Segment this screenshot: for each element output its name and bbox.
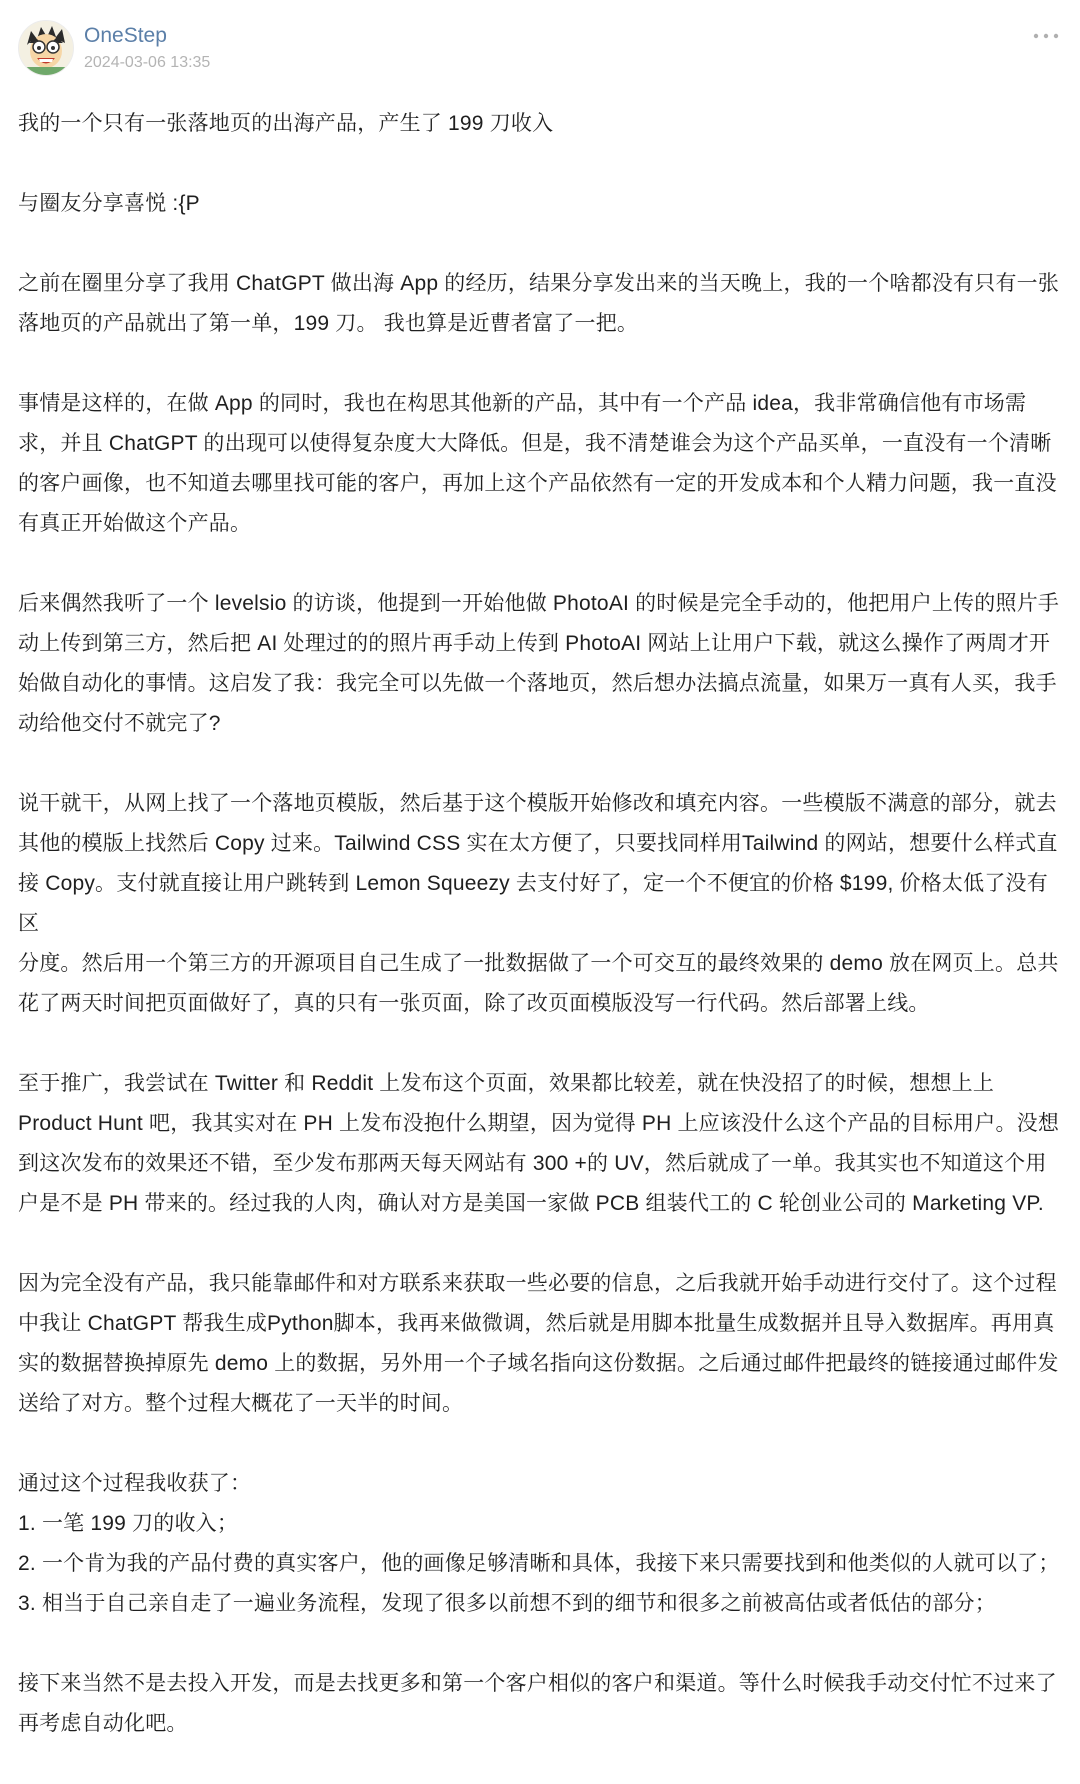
text-line: 再考虑自动化吧。 — [18, 1712, 188, 1735]
text-line: 户是不是 PH 带来的。经过我的人肉，确认对方是美国一家做 PCB 组装代工的 C 轮创业公司的 Marketing VP. — [18, 1192, 1044, 1215]
text-line: 因为完全没有产品，我只能靠邮件和对方联系来获取一些必要的信息，之后我就开始手动进行交付了。这个过程 — [18, 1272, 1057, 1295]
paragraph-promotion — [18, 1064, 1068, 1224]
paragraph-intro — [18, 264, 1068, 344]
post-header — [18, 18, 1062, 78]
text-line: 动上传到第三方，然后把 AI 处理过的的照片再手动上传到 PhotoAI 网站上让用户下载，就这么操作了两周才开 — [18, 632, 1051, 655]
paragraph-inspiration — [18, 584, 1068, 744]
list-item: 1. 一笔 199 刀的收入； — [18, 1512, 239, 1535]
text-line: 事情是这样的，在做 App 的同时，我也在构思其他新的产品，其中有一个产品 idea，我非常确信他有市场需 — [18, 392, 1027, 415]
text-line: 与圈友分享喜悦 :{P — [18, 192, 200, 215]
text-line: 实的数据替换掉原先 demo 上的数据，另外用一个子域名指向这份数据。之后通过邮件把最终的链接通过邮件发 — [18, 1352, 1059, 1375]
text-line: 说干就干，从网上找了一个落地页模版，然后基于这个模版开始修改和填充内容。一些模版不满意的部分，就去 — [18, 792, 1057, 815]
paragraph-background — [18, 384, 1068, 544]
text-line: Product Hunt 吧，我其实对在 PH 上发布没抱什么期望，因为觉得 PH 上应该没什么这个产品的目标用户。没想 — [18, 1112, 1060, 1135]
text-line: 始做自动化的事情。这启发了我：我完全可以先做一个落地页，然后想办法搞点流量，如果万一真有人买，我手 — [18, 672, 1057, 695]
text-line: 求，并且 ChatGPT 的出现可以使得复杂度大大降低。但是，我不清楚谁会为这个产品买单，一直没有一个清晰 — [18, 432, 1052, 455]
text-line: 的客户画像，也不知道去哪里找可能的客户，再加上这个产品依然有一定的开发成本和个人精力问题，我一直没 — [18, 472, 1057, 495]
text-line: 通过这个过程我收获了： — [18, 1472, 252, 1495]
text-line: 其他的模版上找然后 Copy 过来。Tailwind CSS 实在太方便了，只要找同样用Tailwind 的网站，想要什么样式直 — [18, 832, 1058, 855]
text-line: 我的一个只有一张落地页的出海产品，产生了 199 刀收入 — [18, 112, 554, 135]
text-line: 接下来当然不是去投入开发，而是去找更多和第一个客户相似的客户和渠道。等什么时候我手动交付忙不过来了 — [18, 1672, 1057, 1695]
text-line: 送给了对方。整个过程大概花了一天半的时间。 — [18, 1392, 464, 1415]
paragraph-build — [18, 784, 1068, 1024]
cartoon-avatar-icon[interactable] — [18, 20, 74, 76]
paragraph-next-steps — [18, 1664, 1068, 1744]
text-line: 花了两天时间把页面做好了，真的只有一张页面，除了改页面模版没写一行代码。然后部署上线。 — [18, 992, 930, 1015]
text-line: 接 Copy。支付就直接让用户跳转到 Lemon Squeezy 去支付好了，定一个不便宜的价格 $199, 价格太低了没有区 — [18, 872, 1048, 935]
more-dots-icon[interactable] — [1030, 26, 1062, 46]
text-line: 有真正开始做这个产品。 — [18, 512, 252, 535]
paragraph-title — [18, 104, 1068, 144]
post-content — [18, 104, 1068, 1784]
text-line: 中我让 ChatGPT 帮我生成Python脚本，我再来做微调，然后就是用脚本批量生成数据并且导入数据库。再用真 — [18, 1312, 1055, 1335]
list-item: 3. 相当于自己亲自走了一遍业务流程，发现了很多以前想不到的细节和很多之前被高估或者低估的部分； — [18, 1592, 996, 1615]
text-line: 到这次发布的效果还不错，至少发布那两天每天网站有 300 +的 UV，然后就成了一单。我其实也不知道这个用 — [18, 1152, 1047, 1175]
paragraph-delivery — [18, 1264, 1068, 1424]
list-item: 2. 一个肯为我的产品付费的真实客户，他的画像足够清晰和具体，我接下来只需要找到和他类似的人就可以了； — [18, 1552, 1060, 1575]
text-line: 之前在圈里分享了我用 ChatGPT 做出海 App 的经历，结果分享发出来的当天晚上，我的一个啥都没有只有一张 — [18, 272, 1060, 295]
paragraph-gains — [18, 1464, 1068, 1624]
text-line: 后来偶然我听了一个 levelsio 的访谈，他提到一开始他做 PhotoAI 的时候是完全手动的，他把用户上传的照片手 — [18, 592, 1060, 615]
paragraph-share — [18, 184, 1068, 224]
text-line: 分度。然后用一个第三方的开源项目自己生成了一批数据做了一个可交互的最终效果的 demo 放在网页上。总共 — [18, 952, 1059, 975]
text-line: 落地页的产品就出了第一单，199 刀。 我也算是近曹者富了一把。 — [18, 312, 639, 335]
post-timestamp: 2024-03-06 13:35 — [84, 54, 211, 71]
author-name[interactable]: OneStep — [84, 24, 167, 47]
text-line: 至于推广，我尝试在 Twitter 和 Reddit 上发布这个页面，效果都比较差，就在快没招了的时候，想想上上 — [18, 1072, 995, 1095]
text-line: 动给他交付不就完了? — [18, 712, 221, 735]
